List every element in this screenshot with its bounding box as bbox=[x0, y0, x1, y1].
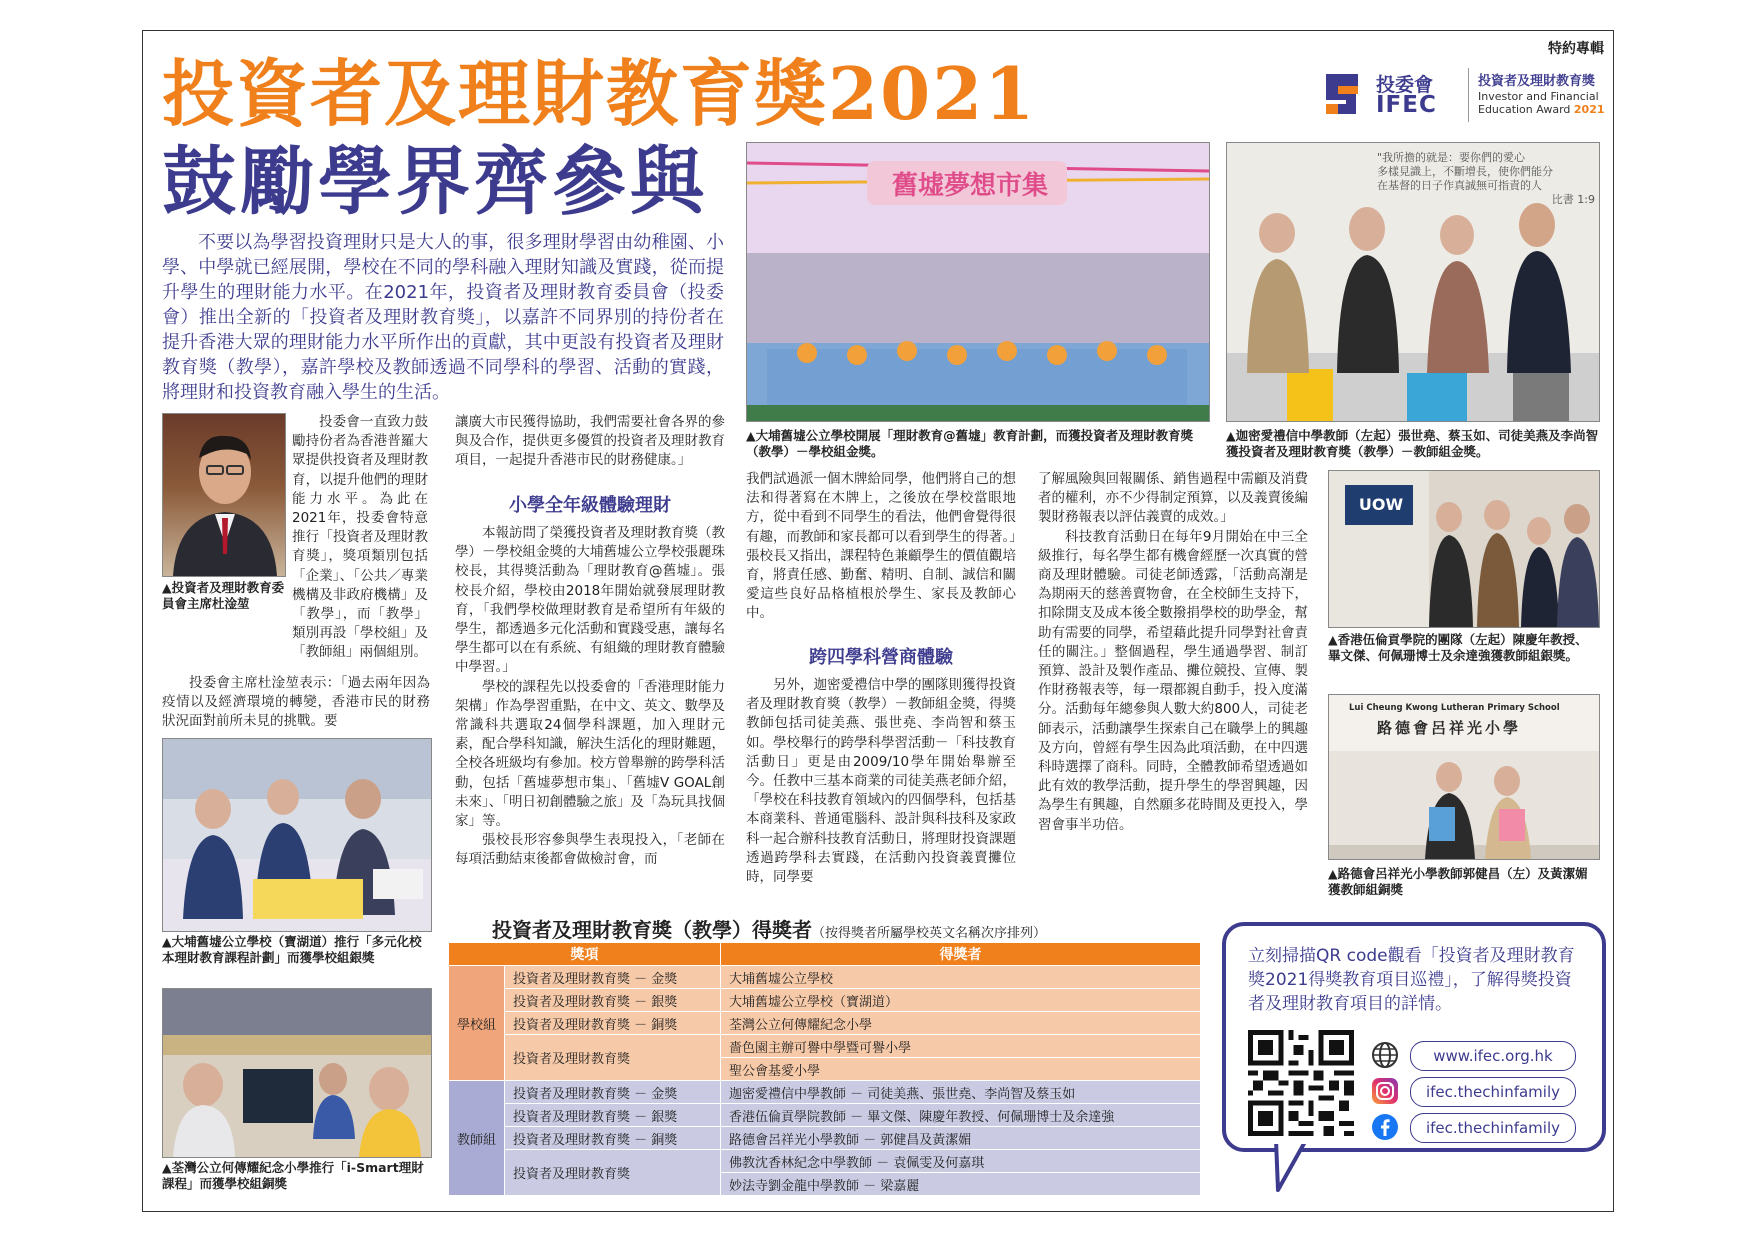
award-cell: 投資者及理財教育獎 － 銀獎 bbox=[505, 989, 721, 1012]
column1-text-top bbox=[292, 413, 428, 663]
column3-paragraph1: 我們試過派一個木牌給同學，他們將自己的想法和得著寫在木牌上，之後放在學校當眼地方，從中看到不同學生的看法，他們會覺得很有趣，而教師和家長都可以看到學生的得著。」張校長又指出，課程特色兼顧學生的價值觀培育，將責任感、勤奮、精明、自制、誠信和關愛這些良好品格植根於學生、家長及教師心中。 bbox=[746, 471, 1016, 622]
caption-lutheran: ▲路德會呂祥光小學教師郭健昌（左）及黃潔媚獲教師組銅獎 bbox=[1328, 866, 1588, 897]
table-row bbox=[449, 1081, 1201, 1104]
caption-chairman: ▲投資者及理財教育委員會主席杜淦堃 bbox=[162, 580, 285, 611]
award-cell: 投資者及理財教育獎 － 銅獎 bbox=[505, 1127, 721, 1150]
subheading-primary: 小學全年級體驗理財 bbox=[509, 495, 671, 516]
qr-info-box bbox=[1222, 922, 1606, 1152]
caption-taipo-pohudao: ▲大埔舊墟公立學校（寶湖道）推行「多元化校本理財教育課程計劃」而獲學校組銀獎 bbox=[162, 934, 422, 965]
carmel-wall-line1: "我所擔的就是：要你們的愛心 bbox=[1377, 151, 1526, 164]
table-row bbox=[449, 1104, 1201, 1127]
award-cell: 投資者及理財教育獎 bbox=[505, 1150, 721, 1196]
winner-cell: 荃灣公立何傳耀紀念小學 bbox=[721, 1012, 1201, 1035]
column2-paragraph2: 本報訪問了榮獲投資者及理財教育獎（教學）－學校組金獎的大埔舊墟公立學校張麗珠校長，其得獎活動為「理財教育@舊墟」。張校長介紹，學校由2018年開始就發展理財教育，「我們學校做理財教育是希望所有年級的學生，都透過多元化活動和實踐受惠，讓每名學生都可以在有系統、有組織的理財教育體驗中學習。」 bbox=[455, 525, 725, 676]
award-cell: 投資者及理財教育獎 － 金獎 bbox=[505, 1081, 721, 1104]
winner-cell: 香港伍倫貢學院教師 － 畢文傑、陳慶年教授、何佩珊博士及余達強 bbox=[721, 1104, 1201, 1127]
column4-paragraph1: 了解風險與回報關係、銷售過程中需顧及消費者的權利，亦不少得制定預算，以及義賣後編製財務報表以評估義賣的成效。」 bbox=[1038, 471, 1308, 526]
table-row bbox=[449, 1127, 1201, 1150]
group-teacher: 教師組 bbox=[449, 1081, 505, 1196]
awards-note: （按得獎者所屬學校英文名稱次序排列） bbox=[812, 926, 1047, 941]
instagram-icon bbox=[1370, 1076, 1400, 1106]
qr-info-text: 立刻掃描QR code觀看「投資者及理財教育獎2021得獎教育項目巡禮」，了解得獎投資者及理財教育項目的詳情。 bbox=[1248, 946, 1575, 1014]
facebook-icon bbox=[1370, 1112, 1400, 1142]
chairman-photo bbox=[162, 413, 286, 577]
chairman-figure-icon bbox=[163, 414, 285, 576]
facebook-link[interactable]: ifec.thechinfamily bbox=[1410, 1113, 1576, 1143]
ifec-logo bbox=[1318, 64, 1608, 126]
column3-paragraph2: 另外，迦密愛禮信中學的團隊則獲得投資者及理財教育獎（教學）－教師組金獎，得獎教師包括司徒美燕、張世堯、李尚智和蔡玉如。學校舉行的跨學科學習活動－「科技教育活動日」更是由2009/10學年開始舉辦至今。任教中三基本商業的司徒美燕老師介紹，「學校在科技教育領域內的四個學科，包括基本商業科、普通電腦科、設計與科技科及家政科一起合辦科技教育活動日，將理財投資課題透過跨學科去實踐，在活動內投資義賣攤位時，同學要 bbox=[746, 677, 1016, 886]
ifec-logo-mark-icon bbox=[1318, 66, 1368, 122]
winner-cell: 妙法寺劉金龍中學教師 － 梁嘉麗 bbox=[721, 1173, 1201, 1196]
speech-bubble-tail bbox=[1272, 1140, 1312, 1194]
caption-taipo-market: ▲大埔舊墟公立學校開展「理財教育@舊墟」教育計劃，而獲投資者及理財教育獎（教學）－學校組金獎。 bbox=[746, 428, 1194, 459]
winner-cell: 嗇色園主辦可譽中學暨可譽小學 bbox=[721, 1035, 1201, 1058]
instagram-link[interactable]: ifec.thechinfamily bbox=[1410, 1077, 1576, 1107]
awards-table bbox=[448, 942, 1201, 1196]
column2-paragraph4: 張校長形容參與學生表現投入，「老師在每項活動結束後都會做檢討會，而 bbox=[455, 832, 725, 868]
caption-tsuenwan: ▲荃灣公立何傳耀紀念小學推行「i-Smart理財課程」而獲學校組銅獎 bbox=[162, 1160, 424, 1191]
awards-header-row bbox=[449, 943, 1201, 966]
website-link[interactable]: www.ifec.org.hk bbox=[1410, 1041, 1576, 1071]
logo-award-en-line1: Investor and Financial bbox=[1478, 90, 1599, 103]
column4-text bbox=[1038, 470, 1308, 835]
winner-cell: 路德會呂祥光小學教師 － 郭健昌及黃潔媚 bbox=[721, 1127, 1201, 1150]
column3-text-top bbox=[746, 470, 1016, 624]
award-cell: 投資者及理財教育獎 bbox=[505, 1035, 721, 1081]
awards-header-award: 獎項 bbox=[449, 943, 721, 966]
awards-title-text: 投資者及理財教育獎（教學）得獎者 bbox=[492, 918, 812, 942]
photo-classroom-taipo bbox=[162, 738, 432, 932]
intro-paragraph: 不要以為學習投資理財只是大人的事，很多理財學習由幼稚園、小學、中學就已經展開，學校在不同的學科融入理財知識及實踐，從而提升學生的理財能力水平。在2021年，投資者及理財教育委員會（投委會）推出全新的「投資者及理財教育獎」，以嘉許不同界別的持份者在提升香港大眾的理財能力水平所作出的貢獻，其中更設有投資者及理財教育獎（教學），嘉許學校及教師透過不同學科的學習、活動的實踐，將理財和投資教育融入學生的生活。 bbox=[162, 232, 724, 403]
market-scene-icon bbox=[163, 989, 431, 1157]
column1-paragraph2: 投委會主席杜淦堃表示：「過去兩年因為疫情以及經濟環境的轉變，香港市民的財務狀況面對前所未見的挑戰。要 bbox=[162, 675, 430, 730]
carmel-wall-verse bbox=[1377, 151, 1595, 207]
logo-divider bbox=[1468, 68, 1469, 122]
winner-cell: 迦密愛禮信中學教師 － 司徒美燕、張世堯、李尚智及蔡玉如 bbox=[721, 1081, 1201, 1104]
column2-paragraph1: 讓廣大市民獲得協助，我們需要社會各界的參與及合作，提供更多優質的投資者及理財教育項目，一起提升香港市民的財務健康。」 bbox=[455, 414, 725, 469]
column1-paragraph1: 投委會一直致力鼓勵持份者為香港普羅大眾提供投資者及理財教育，以提升他們的理財能力水平。為此在2021年，投委會特意推行「投資者及理財教育獎」，獎項類別包括「企業」、「公共／專業機構及非政府機構」及「教學」，而「教學」類別再設「學校組」及「教師組」兩個組別。 bbox=[292, 414, 428, 661]
winner-cell: 大埔舊墟公立學校 bbox=[721, 966, 1201, 989]
table-row bbox=[449, 1035, 1201, 1058]
logo-award-cn: 投資者及理財教育獎 bbox=[1478, 74, 1596, 89]
awards-header-winner: 得獎者 bbox=[721, 943, 1201, 966]
carmel-wall-line2: 多樣見識上，不斷增長，使你們能分 bbox=[1377, 165, 1553, 178]
carmel-wall-line4: 比書 1:9 bbox=[1551, 193, 1595, 206]
photo-carmel-teachers bbox=[1226, 142, 1600, 422]
uow-sign-text: UOW bbox=[1358, 495, 1404, 514]
headline-line2: 鼓勵學界齊參與 bbox=[162, 139, 708, 225]
subheading-cross-subject: 跨四學科營商體驗 bbox=[809, 647, 953, 668]
logo-org-cn: 投委會 bbox=[1376, 74, 1434, 96]
qr-code-icon[interactable] bbox=[1248, 1030, 1354, 1136]
photo-lutheran-teachers bbox=[1328, 694, 1600, 860]
award-cell: 投資者及理財教育獎 － 銀獎 bbox=[505, 1104, 721, 1127]
photo-taipo-market bbox=[746, 142, 1210, 422]
carmel-wall-line3: 在基督的日子作真誠無可指責的人 bbox=[1377, 179, 1542, 192]
caption-carmel: ▲迦密愛禮信中學教師（左起）張世堯、蔡玉如、司徒美燕及李尚智獲投資者及理財教育獎（教學）－教師組金獎。 bbox=[1226, 428, 1599, 459]
photo-tsuenwan-market bbox=[162, 988, 432, 1158]
winner-cell: 大埔舊墟公立學校（寶湖道） bbox=[721, 989, 1201, 1012]
column2-text-main bbox=[455, 524, 725, 870]
table-row bbox=[449, 966, 1201, 989]
caption-hsuhk: ▲香港伍倫貢學院的團隊（左起）陳慶年教授、畢文傑、何佩珊博士及余達強獲教師組銀獎。 bbox=[1328, 632, 1588, 663]
table-row bbox=[449, 989, 1201, 1012]
table-row bbox=[449, 1150, 1201, 1173]
market-banner-text: 舊墟夢想市集 bbox=[891, 171, 1048, 201]
lutheran-sign-cn: 路德會呂祥光小學 bbox=[1376, 719, 1521, 737]
group-school: 學校組 bbox=[449, 966, 505, 1081]
winner-cell: 聖公會基愛小學 bbox=[721, 1058, 1201, 1081]
award-cell: 投資者及理財教育獎 － 銅獎 bbox=[505, 1012, 721, 1035]
table-row bbox=[449, 1012, 1201, 1035]
column2-paragraph3: 學校的課程先以投委會的「香港理財能力架構」作為學習重點，在中文、英文、數學及常識科共選取24個學科課題，加入理財元素，配合學科知識，解決生活化的理財難題，全校各班級均有參加。校方曾舉辦的跨學科活動，包括「舊墟夢想市集」、「舊墟V GOAL創未來」、「明日初創體驗之旅」及「為玩具找個家」等。 bbox=[455, 678, 725, 830]
column1-text-bottom bbox=[162, 674, 430, 732]
logo-org-en: IFEC bbox=[1376, 92, 1437, 118]
headline-line1: 投資者及理財教育獎2021 bbox=[162, 51, 1037, 136]
column4-paragraph2: 科技教育活動日在每年9月開始在中三全級推行，每名學生都有機會經歷一次真實的營商及理財體驗。司徒老師透露，「活動高潮是為期兩天的慈善賣物會，在全校師生支持下，扣除開支及成本後全數撥捐學校的助學金，幫助有需要的同學，希望藉此提升同學對社會責任的關注。」整個過程，學生通過學習、制訂預算、設計及製作產品、攤位競投、宣傳、製作財務報表等，每一環都親自動手，投入度滿分。活動每年總參與人數大約800人，司徒老師表示，活動讓學生探索自己在職學上的興趣及方向，曾經有學生因為此項活動，在中四選科時選擇了商科。同時，全體教師希望透過如此有效的教學活動，提升學生的學習興趣，因為學生有興趣，自然願多花時間及更投入，學習會事半功倍。 bbox=[1038, 528, 1308, 833]
column3-text-main bbox=[746, 676, 1016, 887]
awards-title bbox=[492, 914, 1046, 943]
classroom-scene-icon bbox=[163, 739, 431, 931]
photo-uow-team bbox=[1328, 470, 1600, 628]
column2-text bbox=[455, 413, 725, 471]
award-cell: 投資者及理財教育獎 － 金獎 bbox=[505, 966, 721, 989]
globe-icon bbox=[1370, 1040, 1400, 1070]
logo-award-en-line2: Education Award 2021 bbox=[1478, 103, 1605, 116]
winner-cell: 佛教沈香林紀念中學教師 － 袁佩雯及何嘉琪 bbox=[721, 1150, 1201, 1173]
lutheran-sign-en: Lui Cheung Kwong Lutheran Primary School bbox=[1349, 703, 1560, 713]
section-tag: 特約專輯 bbox=[1548, 41, 1604, 57]
